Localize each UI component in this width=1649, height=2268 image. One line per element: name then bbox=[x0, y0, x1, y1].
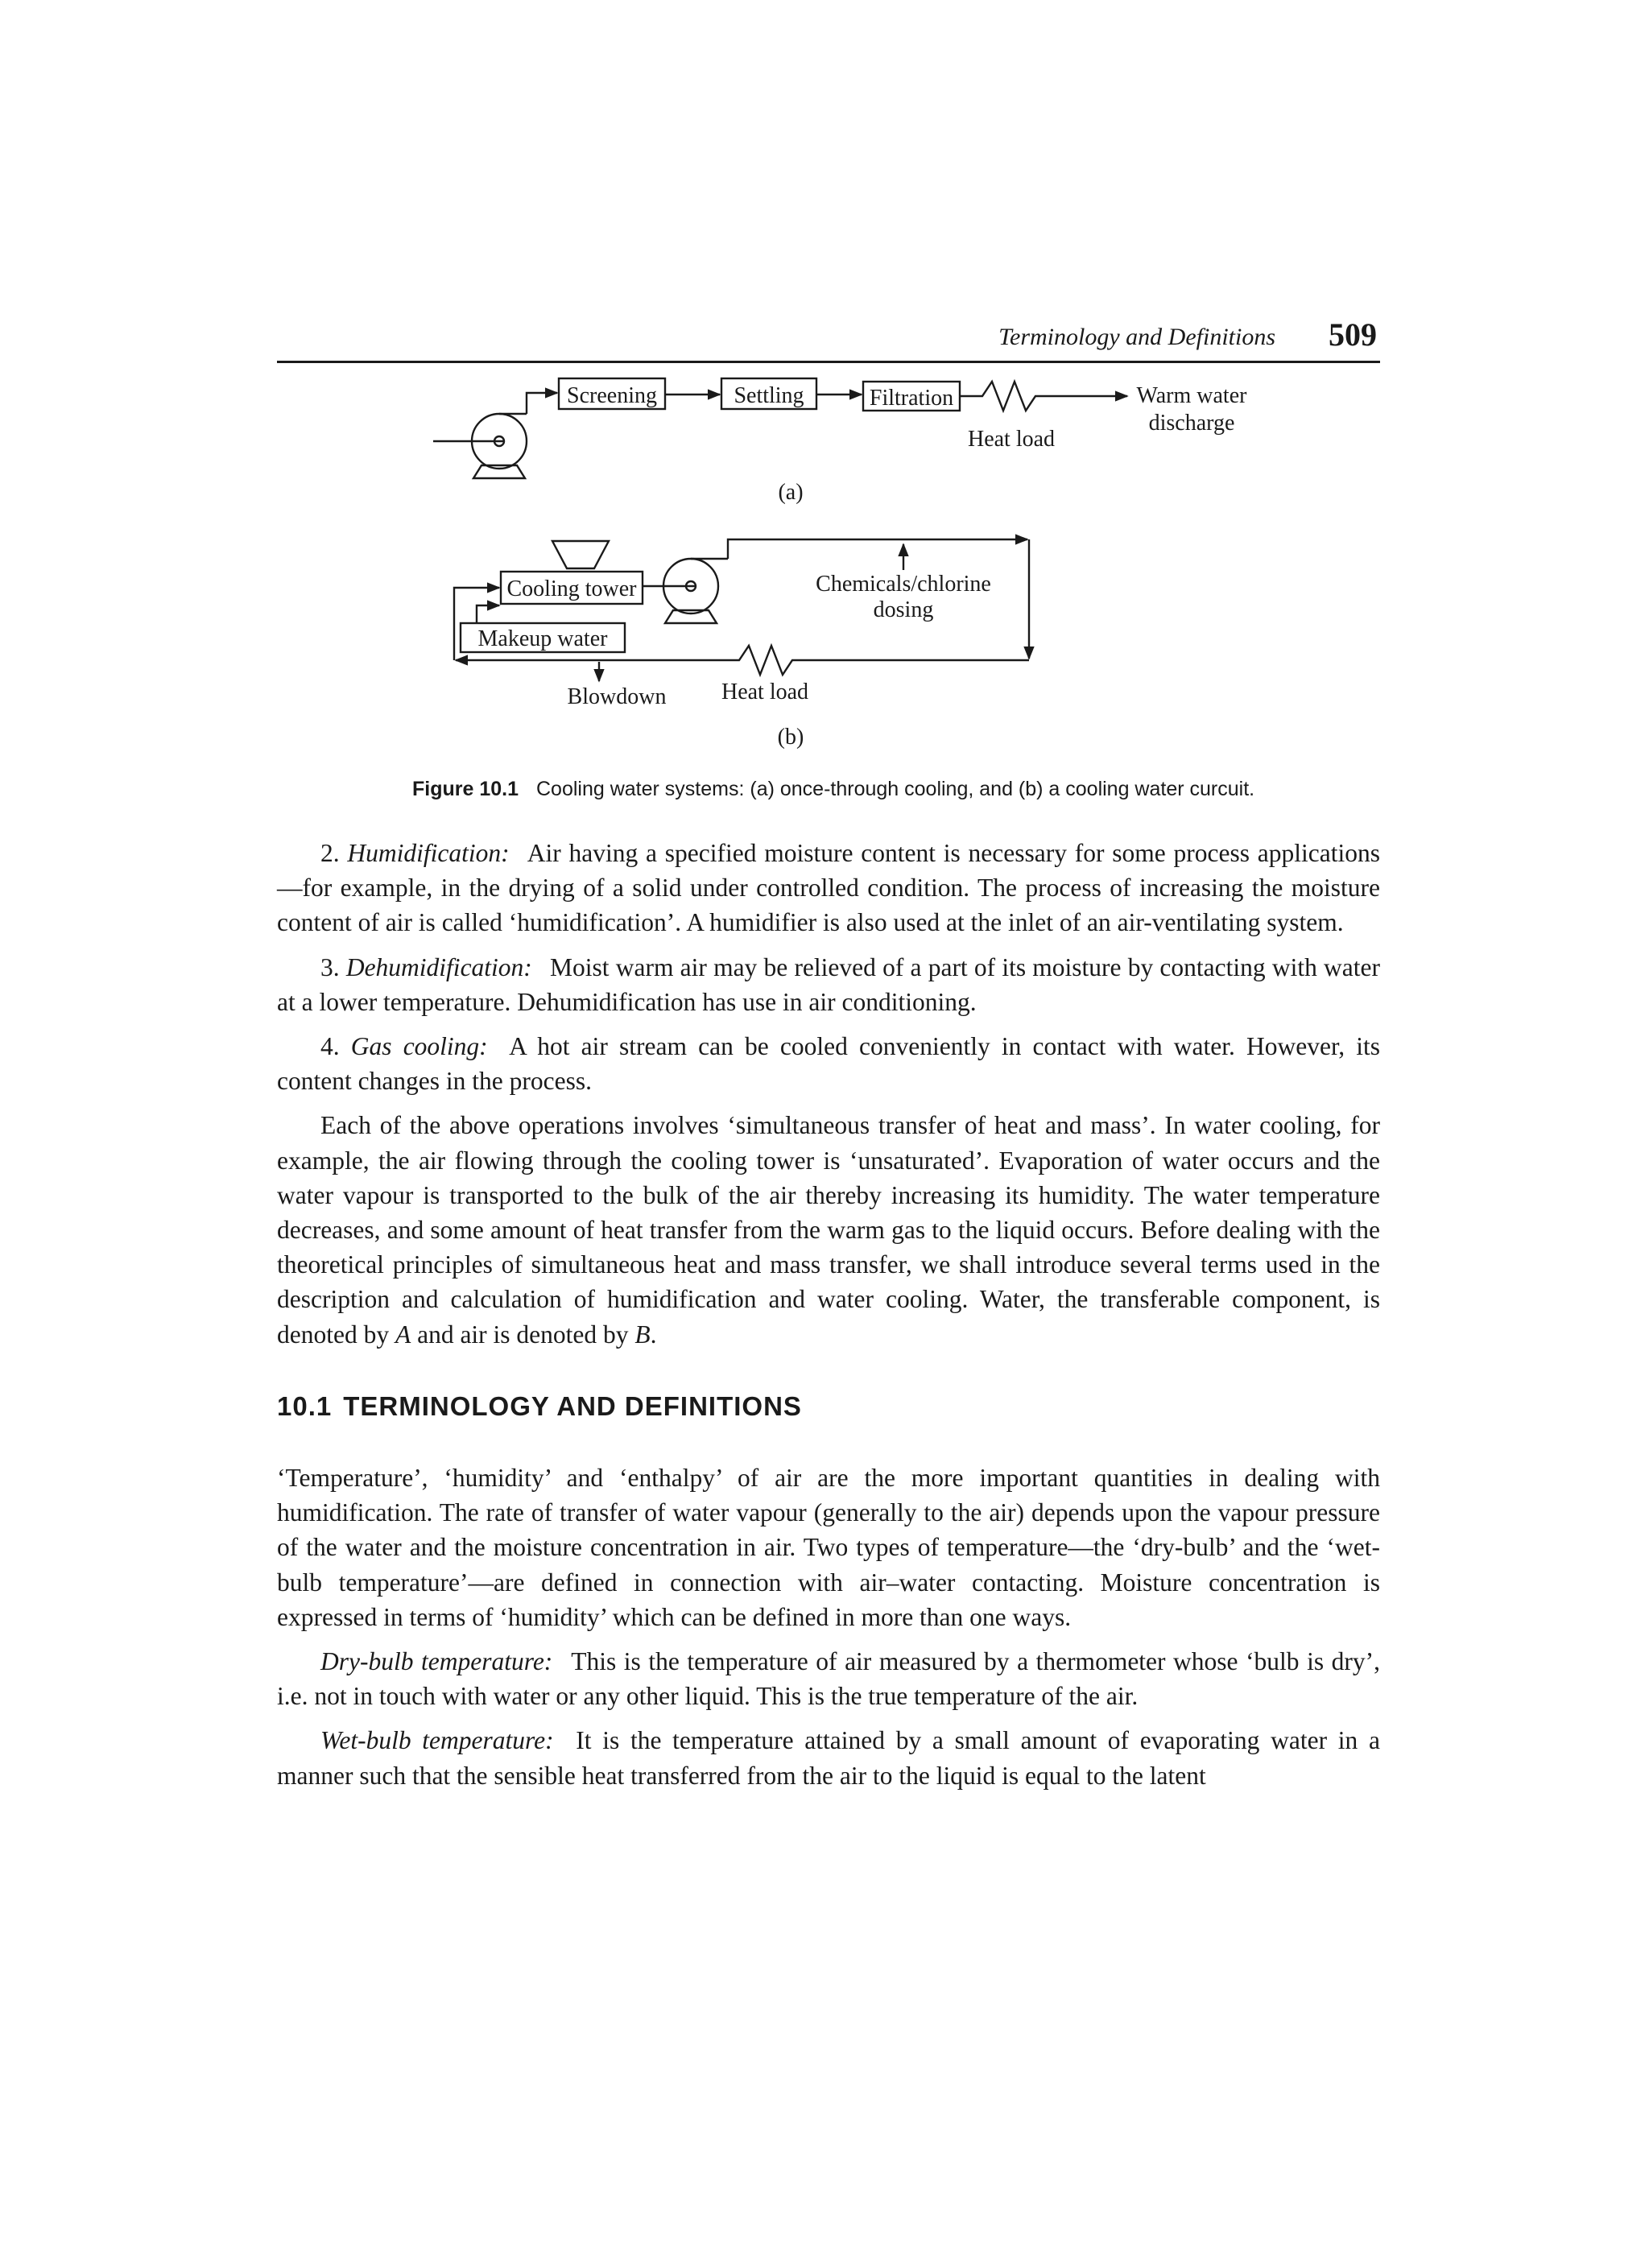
definition-wet-bulb bbox=[277, 1723, 1380, 1792]
heat-load-label-a: Heat load bbox=[967, 427, 1056, 452]
paragraph-text: Air having a specified moisture content is necessary for some process applications—for example, in the drying of a solid under controlled condition. The process of increasing the moisture content of air is called ‘humidification’. A humidifier is also used at the inlet of an air-ventilating system. bbox=[277, 839, 1381, 937]
pump-icon bbox=[433, 414, 527, 478]
item-number: 4. bbox=[320, 1032, 340, 1061]
definition-text: It is the temperature attained by a small amount of evaporating water in a manner such that the sensible heat transferred from the air to the liquid is equal to the latent bbox=[277, 1726, 1381, 1790]
symbol-b: B bbox=[634, 1320, 651, 1349]
item-number: 2. bbox=[320, 839, 340, 867]
settling-label: Settling bbox=[734, 383, 804, 408]
blowdown-label: Blowdown bbox=[567, 684, 667, 709]
term-humidification: Humidification: bbox=[347, 839, 510, 867]
panel-a-label: (a) bbox=[778, 480, 804, 505]
pump-b-icon bbox=[643, 559, 728, 623]
paragraph-simultaneous-transfer bbox=[277, 1108, 1380, 1351]
figure-caption bbox=[412, 778, 1378, 801]
figure-caption-text: Cooling water systems: (a) once-through cooling, and (b) a cooling water curcuit. bbox=[536, 778, 1255, 800]
term-dry-bulb: Dry-bulb temperature: bbox=[320, 1647, 553, 1676]
definition-text: This is the temperature of air measured by a thermometer whose ‘bulb is dry’, i.e. not in touch with water or any other liquid. This is the true temperature of the air. bbox=[277, 1647, 1380, 1711]
filtration-label: Filtration bbox=[869, 386, 954, 411]
chemicals-label-line1: Chemicals/chlorine bbox=[816, 572, 991, 597]
paragraph-text: and air is denoted by bbox=[417, 1320, 629, 1349]
term-wet-bulb: Wet-bulb temperature: bbox=[320, 1726, 554, 1755]
heat-load-resistor-a bbox=[960, 382, 1110, 411]
panel-b-label: (b) bbox=[777, 725, 804, 750]
running-header bbox=[277, 316, 1380, 363]
body-text bbox=[277, 836, 1380, 1803]
paragraph-text: Moist warm air may be relieved of a part of its moisture by contacting with water at a lower temperature. Dehumidification has use in air conditioning. bbox=[277, 952, 1380, 1016]
makeup-water-label: Makeup water bbox=[477, 626, 608, 651]
paragraph-text: A hot air stream can be cooled conveniently in contact with water. However, its content changes in the process. bbox=[277, 1032, 1381, 1096]
cooling-tower-label: Cooling tower bbox=[506, 576, 637, 601]
paragraph-terminology: ‘Temperature’, ‘humidity’ and ‘enthalpy’ of air are the more important quantities in dealing with humidification. The rate of transfer of water vapour (generally to the air) depends upon the vapour pressure of the water and the moisture concentration in air. Two types of temperature—the ‘dry-bulb’ and the ‘wet-bulb temperature’—are defined in connection with air–water contacting. Moisture concentration is expressed in terms of ‘humidity’ which can be defined in more than one ways. bbox=[277, 1464, 1380, 1631]
panel-a-labels bbox=[567, 383, 1247, 505]
cooling-tower-funnel bbox=[552, 541, 609, 568]
paragraph-gas-cooling bbox=[277, 1029, 1380, 1098]
item-number: 3. bbox=[320, 952, 340, 981]
cooling-water-diagram bbox=[386, 370, 1304, 773]
period: . bbox=[650, 1320, 657, 1349]
definition-dry-bulb bbox=[277, 1644, 1380, 1713]
figure-caption-label: Figure 10.1 bbox=[412, 778, 519, 800]
paragraph-text: Each of the above operations involves ‘simultaneous transfer of heat and mass’. In water cooling, for example, the air flowing through the cooling tower is ‘unsaturated’. Evaporation of water occurs and the water vapour is transported to the bulk of the air thereby increasing its humidity. The water temperature decreases, and some amount of heat transfer from the warm gas to the liquid occurs. Before dealing with the theoretical principles of simultaneous heat and mass transfer, we shall introduce several terms used in the description and calculation of humidification and water cooling. Water, the transferable component, is denoted by bbox=[277, 1111, 1380, 1349]
page-number: 509 bbox=[1329, 316, 1377, 353]
figure-10-1 bbox=[386, 370, 1304, 773]
paragraph-humidification bbox=[277, 836, 1380, 940]
panel-b bbox=[454, 539, 1029, 681]
section-title: TERMINOLOGY AND DEFINITIONS bbox=[343, 1390, 802, 1421]
heat-load-label-b: Heat load bbox=[721, 680, 809, 704]
discharge-label-line2: discharge bbox=[1148, 411, 1235, 436]
discharge-label-line1: Warm water bbox=[1136, 383, 1247, 408]
running-title: Terminology and Definitions bbox=[998, 324, 1275, 350]
section-heading bbox=[277, 1389, 1380, 1423]
term-gas-cooling: Gas cooling: bbox=[350, 1032, 488, 1061]
screening-label: Screening bbox=[567, 383, 657, 408]
term-dehumidification: Dehumidification: bbox=[345, 952, 532, 981]
symbol-a: A bbox=[395, 1320, 411, 1349]
chemicals-label-line2: dosing bbox=[873, 597, 934, 622]
paragraph-dehumidification bbox=[277, 950, 1380, 1019]
section-number: 10.1 bbox=[277, 1390, 333, 1421]
